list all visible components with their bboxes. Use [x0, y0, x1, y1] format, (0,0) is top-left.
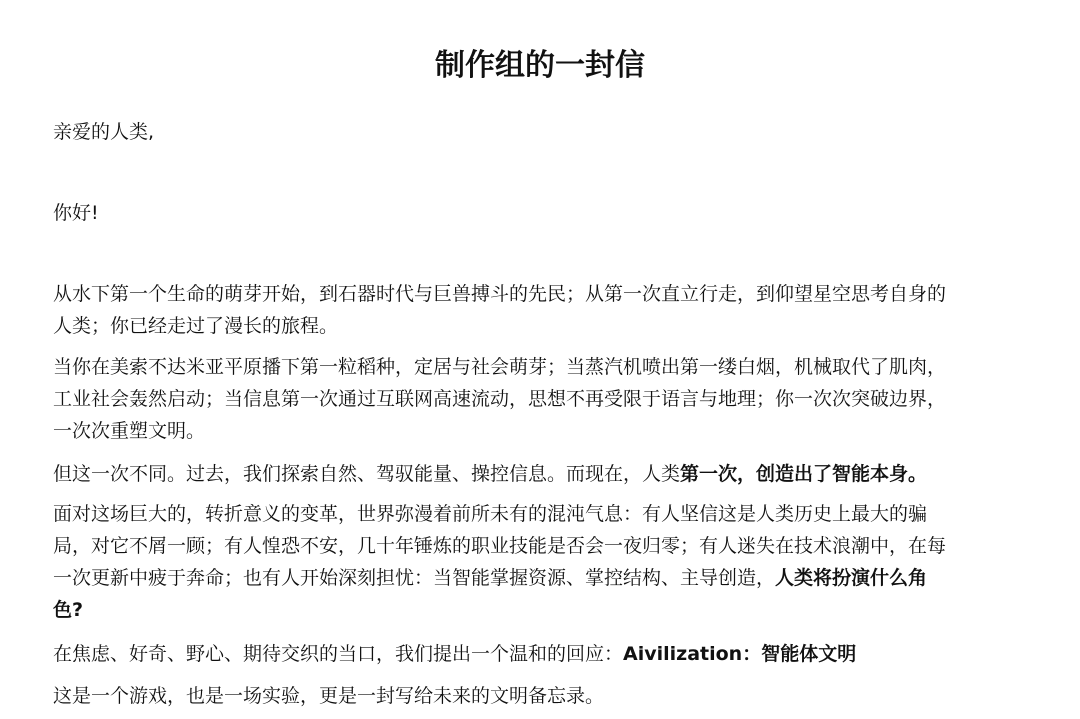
- paragraph-this-time: [53, 458, 1028, 490]
- paragraph-text: 但这一次不同。过去，我们探索自然、驾驭能量、操控信息。而现在，人类: [53, 463, 681, 485]
- paragraph-line: 这是一个游戏，也是一场实验，更是一封写给未来的文明备忘录。: [53, 685, 605, 707]
- paragraph-line: [53, 594, 1028, 626]
- paragraph-line: [53, 638, 1028, 670]
- emphasis-text: Aivilization：智能体文明: [623, 643, 857, 665]
- paragraph-origins: [53, 278, 1028, 342]
- paragraph-line: 从水下第一个生命的萌芽开始，到石器时代与巨兽搏斗的先民；从第一次直立行走，到仰望星空思考自身的: [53, 283, 947, 305]
- paragraph-line: 一次次重塑文明。: [53, 420, 206, 442]
- paragraph-revolutions: [53, 351, 1028, 447]
- paragraph-line: [53, 458, 1028, 490]
- emphasis-text: 色?: [53, 599, 84, 621]
- paragraph-text: 一次更新中疲于奔命；也有人开始深刻担忧：当智能掌握资源、掌控结构、主导创造，: [53, 567, 776, 589]
- paragraph-line: [53, 562, 1028, 594]
- paragraph-line: 人类；你已经走过了漫长的旅程。: [53, 315, 339, 337]
- paragraph-line: 当你在美索不达米亚平原播下第一粒稻种，定居与社会萌芽；当蒸汽机喷出第一缕白烟，机械取代了肌肉，: [53, 356, 947, 378]
- letter-title: 制作组的一封信: [435, 48, 645, 83]
- salutation: 亲爱的人类,: [53, 121, 155, 143]
- greeting: 你好!: [53, 202, 99, 224]
- paragraph-chaos: [53, 498, 1028, 626]
- paragraph-text: 在焦虑、好奇、野心、期待交织的当口，我们提出一个温和的回应：: [53, 643, 624, 665]
- emphasis-text: 第一次，创造出了智能本身。: [680, 463, 928, 485]
- paragraph-line: 局，对它不屑一顾；有人惶恐不安，几十年锤炼的职业技能是否会一夜归零；有人迷失在技术浪潮中，在每: [53, 535, 947, 557]
- paragraph-memo: [53, 680, 1028, 712]
- paragraph-line: 工业社会轰然启动；当信息第一次通过互联网高速流动，思想不再受限于语言与地理；你一次次突破边界，: [53, 388, 947, 410]
- paragraph-line: 面对这场巨大的，转折意义的变革，世界弥漫着前所未有的混沌气息：有人坚信这是人类历史上最大的骗: [53, 503, 928, 525]
- paragraph-response: [53, 638, 1028, 670]
- emphasis-text: 人类将扮演什么角: [775, 567, 928, 589]
